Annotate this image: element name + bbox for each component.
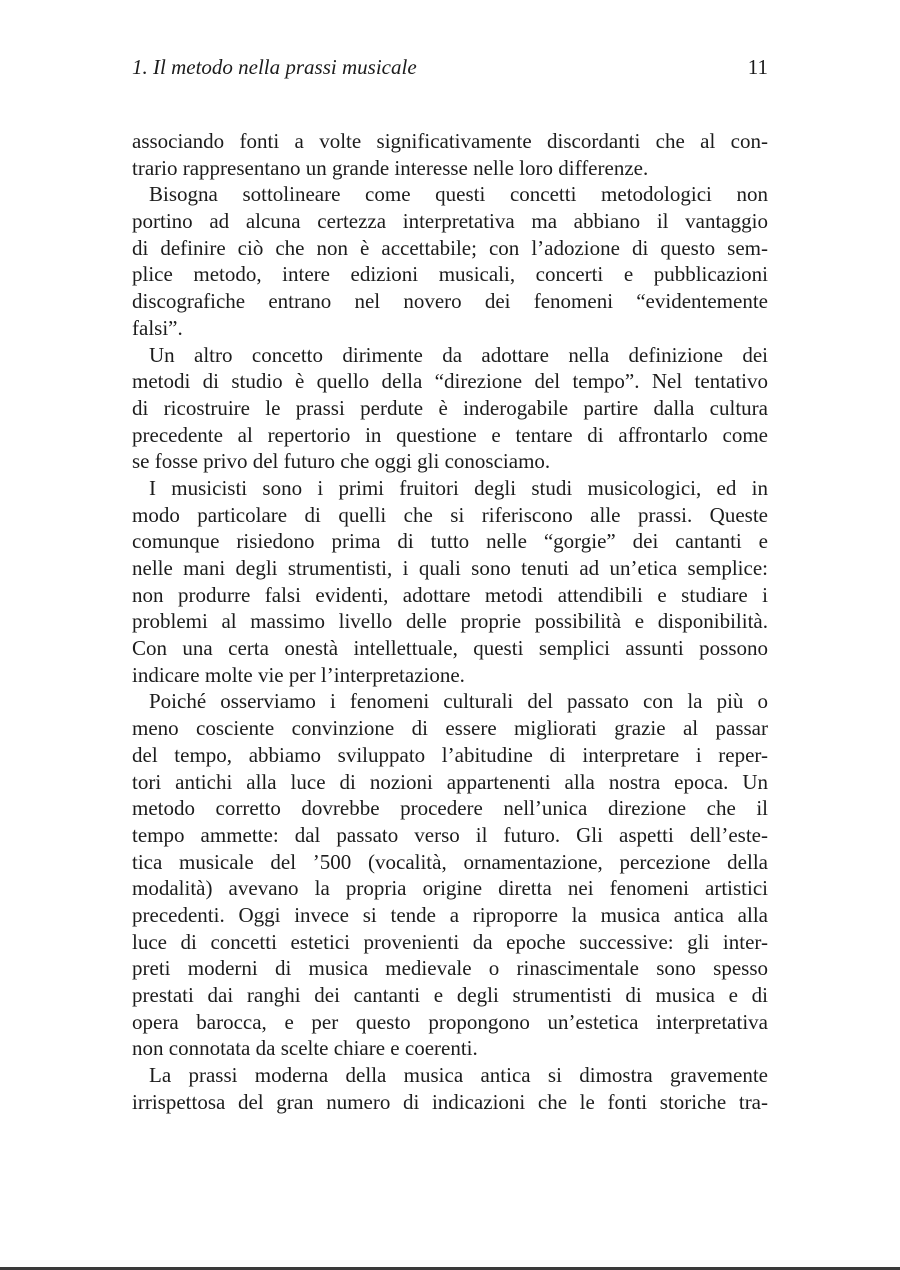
text-line: precedenti. Oggi invece si tende a riproporre la musica antica alla <box>132 902 768 927</box>
text-line: tempo ammette: dal passato verso il futuro. Gli aspetti dell’este- <box>132 822 768 847</box>
text-line: meno cosciente convinzione di essere migliorati grazie al passar <box>132 716 768 741</box>
running-title: 1. Il metodo nella prassi musicale <box>132 55 417 79</box>
text-line: Poiché osserviamo i fenomeni culturali del passato con la più o <box>149 689 768 714</box>
text-line: preti moderni di musica medievale o rinascimentale sono spesso <box>132 956 768 981</box>
text-line: plice metodo, intere edizioni musicali, concerti e pubblicazioni <box>132 262 768 287</box>
text-line: discografiche entrano nel novero dei fenomeni “evidentemente <box>132 289 768 314</box>
text-line: metodo corretto dovrebbe procedere nell’unica direzione che il <box>132 796 768 821</box>
text-line: luce di concetti estetici provenienti da epoche successive: gli inter- <box>132 929 768 954</box>
text-line: di ricostruire le prassi perdute è inderogabile partire dalla cultura <box>132 395 768 420</box>
text-line: non produrre falsi evidenti, adottare metodi attendibili e studiare i <box>132 582 768 607</box>
text-line: tica musicale del ’500 (vocalità, ornamentazione, percezione della <box>132 849 768 874</box>
text-line: Bisogna sottolineare come questi concetti metodologici non <box>149 182 768 207</box>
text-line: falsi”. <box>132 315 183 340</box>
text-line: prestati dai ranghi dei cantanti e degli strumentisti di musica e di <box>132 983 768 1007</box>
text-line: Con una certa onestà intellettuale, questi semplici assunti possono <box>132 636 768 661</box>
text-line: nelle mani degli strumentisti, i quali sono tenuti ad un’etica semplice: <box>132 556 768 580</box>
text-line: del tempo, abbiamo sviluppato l’abitudine di interpretare i reper- <box>132 742 768 767</box>
text-line: tori antichi alla luce di nozioni appartenenti alla nostra epoca. Un <box>132 769 768 794</box>
text-line: problemi al massimo livello delle proprie possibilità e disponibilità. <box>132 609 768 634</box>
text-line: I musicisti sono i primi fruitori degli studi musicologici, ed in <box>149 475 768 500</box>
running-head <box>132 52 768 82</box>
text-line: irrispettosa del gran numero di indicazioni che le fonti storiche tra- <box>132 1089 768 1114</box>
text-line: Un altro concetto dirimente da adottare nella definizione dei <box>149 342 768 367</box>
text-line: opera barocca, e per questo propongono un’estetica interpretativa <box>132 1009 768 1034</box>
text-line: portino ad alcuna certezza interpretativa ma abbiano il vantaggio <box>132 209 768 234</box>
text-line: non connotata da scelte chiare e coerenti. <box>132 1036 478 1061</box>
text-line: comunque risiedono prima di tutto nelle “gorgie” dei cantanti e <box>132 529 768 554</box>
text-line: trario rappresentano un grande interesse nelle loro differenze. <box>132 155 649 180</box>
body-text <box>132 128 768 1115</box>
text-line: associando fonti a volte significativamente discordanti che al con- <box>132 129 768 153</box>
text-line: metodi di studio è quello della “direzione del tempo”. Nel tentativo <box>132 369 768 394</box>
text-line: modo particolare di quelli che si riferiscono alle prassi. Queste <box>132 502 768 527</box>
text-line: se fosse privo del futuro che oggi gli conosciamo. <box>132 449 551 474</box>
text-line: modalità) avevano la propria origine diretta nei fenomeni artistici <box>132 876 768 901</box>
text-line: precedente al repertorio in questione e tentare di affrontarlo come <box>132 422 768 447</box>
text-line: di definire ciò che non è accettabile; con l’adozione di questo sem- <box>132 235 768 260</box>
page-number: 11 <box>747 55 768 79</box>
text-line: La prassi moderna della musica antica si dimostra gravemente <box>149 1063 768 1088</box>
text-line: indicare molte vie per l’interpretazione. <box>132 662 465 687</box>
